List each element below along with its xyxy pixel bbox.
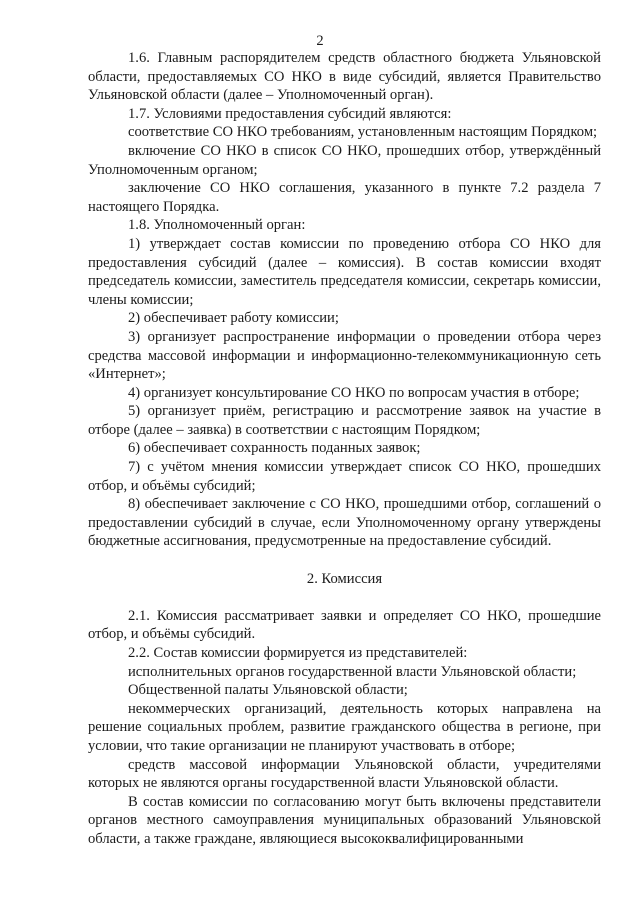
paragraph-2-2: 2.2. Состав комиссии формируется из представителей: <box>128 645 468 661</box>
condition-item: заключение СО НКО соглашения, указанного в пункте 7.2 раздела 7 настоящего Порядка. <box>88 180 601 215</box>
composition-item: Общественной палаты Ульяновской области; <box>128 682 408 699</box>
section-heading: 2. Комиссия <box>306 570 383 587</box>
paragraph-1-6: 1.6. Главным распорядителем средств областного бюджета Ульяновской области, предоставляемых СО НКО в виде субсидий, является Правительство Ульяновской области (далее – Уполномоченный орган). <box>88 50 601 104</box>
paragraph-2-1: 2.1. Комиссия рассматривает заявки и определяет СО НКО, прошедшие отбор, и объёмы субсидий. <box>88 607 601 643</box>
authority-item: 1) утверждает состав комиссии по проведению отбора СО НКО для предоставления субсидий (далее – комиссия). В состав комиссии входят председатель комиссии, заместитель председателя комиссии, секретарь комиссии, члены комиссии; <box>88 235 601 308</box>
composition-item: средств массовой информации Ульяновской области, учредителями которых не являются органы государственной власти Ульяновской области. <box>88 756 601 792</box>
paragraph-1-7: 1.7. Условиями предоставления субсидий являются: <box>128 105 452 122</box>
authority-item: 3) организует распространение информации о проведении отбора через средства массовой информации и информационно-телекоммуникационную сеть «Интернет»; <box>88 328 601 383</box>
composition-item: некоммерческих организаций, деятельность которых направлена на решение социальных проблем, развитие гражданского общества в регионе, при условии, что такие организации не планируют участвовать в отборе; <box>88 700 601 754</box>
condition-item: соответствие СО НКО требованиям, установленным настоящим Порядком; <box>128 124 598 141</box>
document-body <box>88 49 601 849</box>
authority-item: 4) организует консультирование СО НКО по вопросам участия в отборе; <box>128 384 580 401</box>
composition-item: исполнительных органов государственной власти Ульяновской области; <box>128 663 577 680</box>
authority-item: 7) с учётом мнения комиссии утверждает список СО НКО, прошедших отбор, и объёмы субсидий; <box>88 459 601 494</box>
authority-item: 5) организует приём, регистрацию и рассмотрение заявок на участие в отборе (далее – заявка) в соответствии с настоящим Порядком; <box>88 403 601 438</box>
paragraph-1-8: 1.8. Уполномоченный орган: <box>128 217 306 234</box>
condition-item: включение СО НКО в список СО НКО, прошедших отбор, утверждённый Уполномоченным органом; <box>88 142 601 178</box>
authority-item: 8) обеспечивает заключение с СО НКО, прошедшими отбор, соглашений о предоставлении субсидий в случае, если Уполномоченному органу утверждены бюджетные ассигнования, предусмотренные на предоставление субсидий. <box>88 496 601 550</box>
authority-item: 2) обеспечивает работу комиссии; <box>128 310 339 327</box>
paragraph-agreement: В состав комиссии по согласованию могут быть включены представители органов местного самоуправления муниципальных образований Ульяновской области, а также граждане, являющиеся высококвалифицированными <box>88 793 601 847</box>
page-number: 2 <box>316 33 324 49</box>
authority-item: 6) обеспечивает сохранность поданных заявок; <box>128 440 421 457</box>
